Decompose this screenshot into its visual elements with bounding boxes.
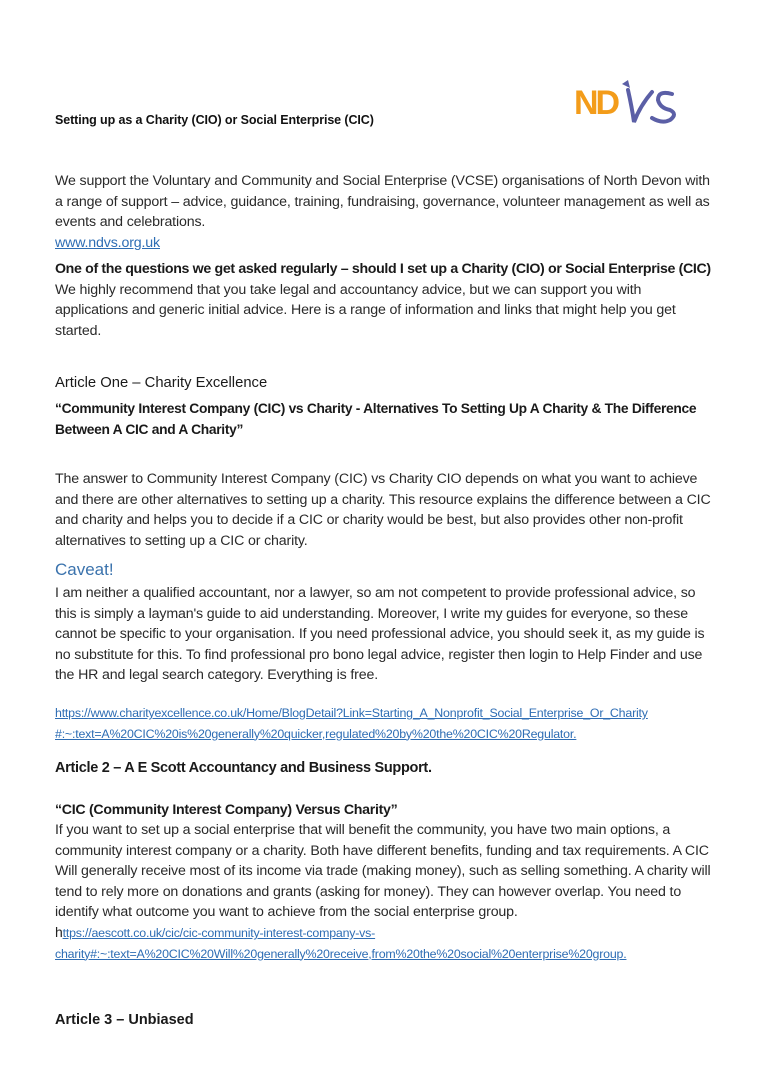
aescott-link-line2[interactable]: charity#:~:text=A%20CIC%20Will%20generally%20receive,from%20the%20social%20enterprise%20group. bbox=[55, 946, 627, 961]
caveat-heading: Caveat! bbox=[55, 560, 114, 579]
ndvs-logo-icon bbox=[574, 78, 704, 130]
charity-excellence-link-line2[interactable]: #:~:text=A%20CIC%20is%20generally%20quicker,regulated%20by%20the%20CIC%20Regulator. bbox=[55, 726, 577, 741]
question-heading: One of the questions we get asked regularly – should I set up a Charity (CIO) or Social Enterprise (CIC) bbox=[55, 261, 711, 277]
aescott-link[interactable] bbox=[55, 922, 715, 964]
aescott-link-line1[interactable]: ttps://aescott.co.uk/cic/cic-community-interest-company-vs- bbox=[62, 926, 376, 940]
charity-excellence-link[interactable] bbox=[55, 703, 715, 744]
article2-subtitle: “CIC (Community Interest Company) Versus Charity” bbox=[55, 802, 398, 818]
question-text: We highly recommend that you take legal and accountancy advice, but we can support you with applications and generic initial advice. Here is a range of information and links that might help you get started. bbox=[55, 281, 676, 339]
article1-subtitle: “Community Interest Company (CIC) vs Charity - Alternatives To Setting Up A Charity & The Difference Between A CIC and A Charity” bbox=[55, 401, 697, 437]
article3-heading: Article 3 – Unbiased bbox=[55, 1012, 194, 1028]
article2-heading: Article 2 – A E Scott Accountancy and Business Support. bbox=[55, 760, 432, 776]
intro-section bbox=[55, 171, 715, 253]
svg-text:ND: ND bbox=[574, 84, 618, 122]
ndvs-logo bbox=[574, 78, 704, 130]
ndvs-website-link[interactable]: www.ndvs.org.uk bbox=[55, 234, 160, 251]
document-title: Setting up as a Charity (CIO) or Social Enterprise (CIC) bbox=[55, 113, 374, 127]
article1-body: The answer to Community Interest Company (CIC) vs Charity CIO depends on what you want to achieve and there are other alternatives to setting up a charity. This resource explains the difference between a CIC and charity and helps you to decide if a CIC or charity would be best, but also provides other non-profit alternatives to setting up a CIC or charity. bbox=[55, 471, 711, 549]
article2-body: If you want to set up a social enterprise that will benefit the community, you have two main options, a community interest company or a charity. Both have different benefits, funding and tax requirements. A CIC Will generally receive most of its income via trade (making money), such as selling something. A charity will tend to rely more on donations and grants (asking for money). They can however overlap. You need to identify what outcome you want to achieve from the social enterprise group. bbox=[55, 822, 711, 921]
charity-excellence-link-line1[interactable]: https://www.charityexcellence.co.uk/Home/BlogDetail?Link=Starting_A_Nonprofit_Social_Enterprise_Or_Charity bbox=[55, 706, 648, 720]
caveat-body: I am neither a qualified accountant, nor a lawyer, so am not competent to provide professional advice, so this is simply a layman's guide to aid understanding. Moreover, I write my guides for everyone, so these cannot be specific to your organisation. If you need professional advice, you should seek it, as my guide is no substitute for this. To find professional pro bono legal advice, register then login to Help Finder and use the HR and legal search category. Everything is free. bbox=[55, 585, 705, 684]
article1-heading: Article One – Charity Excellence bbox=[55, 375, 268, 391]
aescott-link-prefix: h bbox=[55, 924, 63, 940]
question-section bbox=[55, 259, 715, 341]
intro-text: We support the Voluntary and Community and Social Enterprise (VCSE) organisations of North Devon with a range of support – advice, guidance, training, fundraising, governance, volunteer management as well as events and celebrations. bbox=[55, 173, 710, 231]
